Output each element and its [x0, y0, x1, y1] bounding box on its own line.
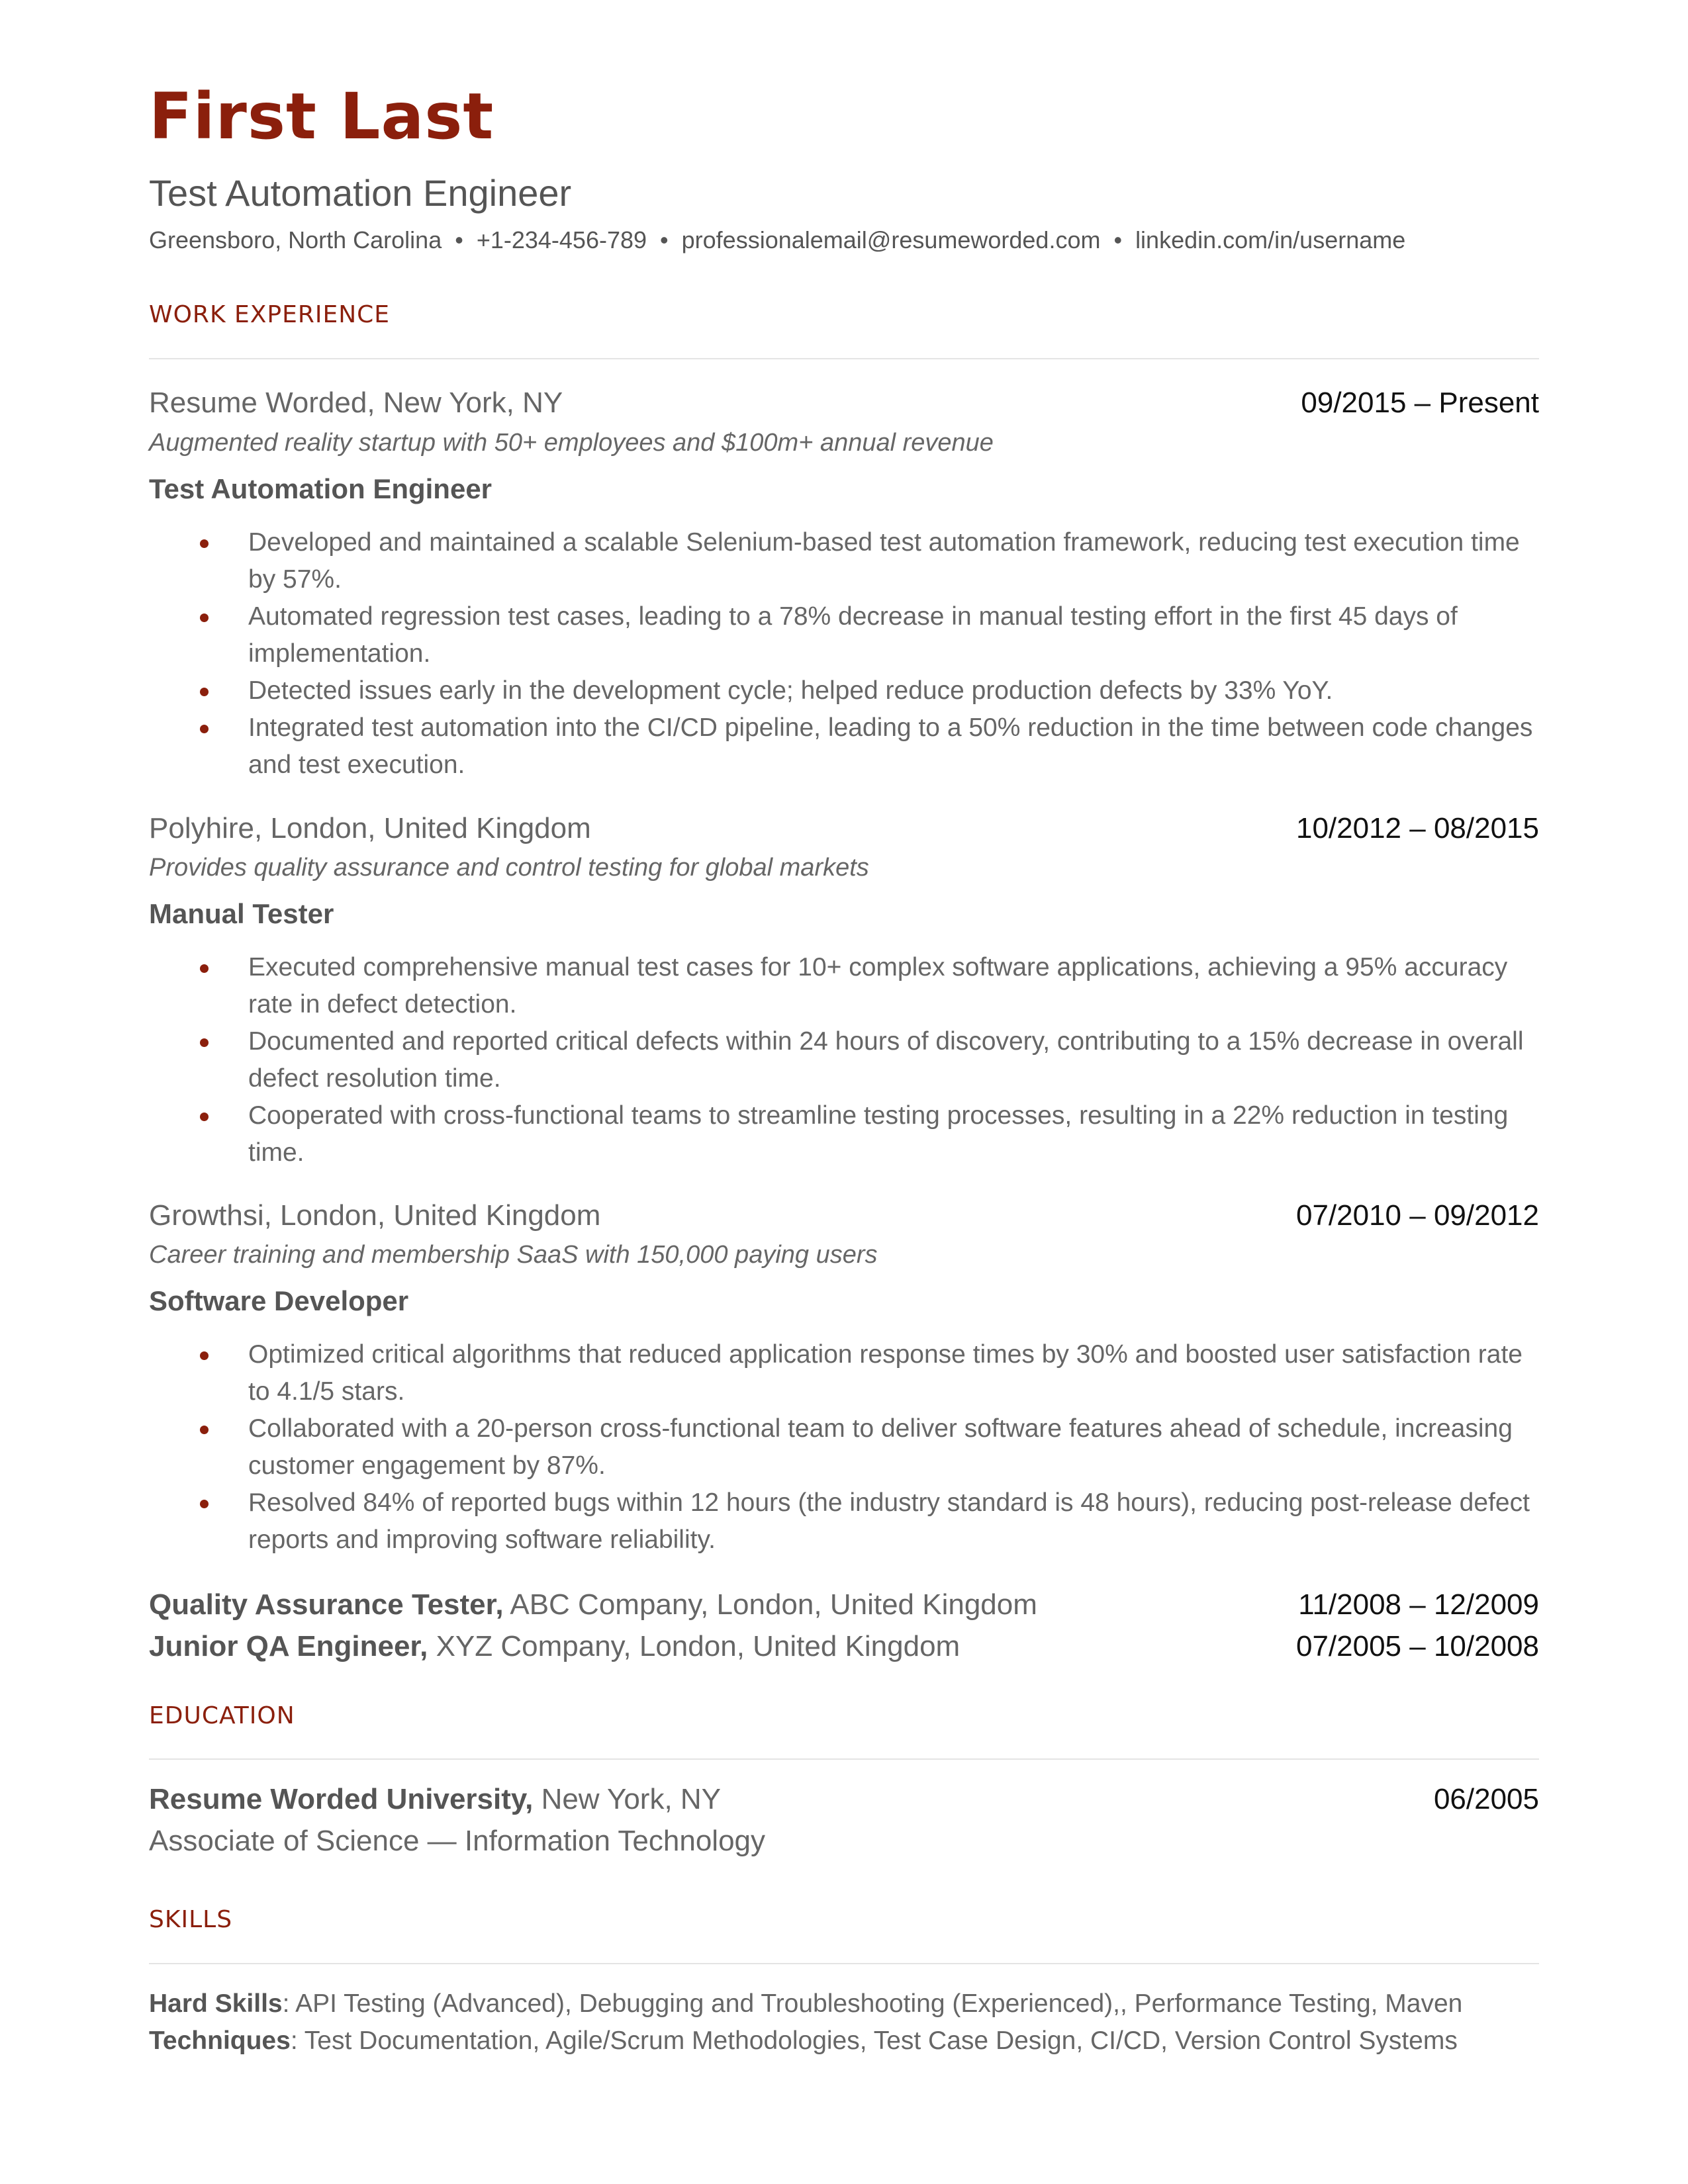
job-role: Manual Tester — [149, 898, 334, 929]
bullet-text: Automated regression test cases, leading to a 78% decrease in manual testing effort in the first 45 days of implementation. — [248, 602, 1458, 668]
bullet-dot — [200, 1500, 209, 1508]
section-heading-education: EDUCATION — [149, 1702, 295, 1729]
skills-hard-row — [149, 1991, 1462, 2017]
bullet-dot — [200, 688, 209, 696]
education-school-row — [149, 1785, 721, 1814]
contact-linkedin[interactable]: linkedin.com/in/username — [1135, 226, 1406, 253]
job-dates: 10/2012 – 08/2015 — [1295, 812, 1539, 844]
contact-email[interactable]: professionalemail@resumeworded.com — [681, 226, 1101, 253]
bullet-text: Integrated test automation into the CI/CD pipeline, leading to a 50% reduction in the time between code changes and test execution. — [248, 713, 1533, 779]
bullet-item — [149, 598, 1539, 672]
contact-line — [149, 228, 1405, 252]
bullet-item — [149, 1410, 1539, 1484]
bullet-dot — [200, 1038, 209, 1047]
bullet-item — [149, 1484, 1539, 1559]
job-description: Augmented reality startup with 50+ employees and $100m+ annual revenue — [149, 429, 994, 457]
bullet-text: Developed and maintained a scalable Selenium-based test automation framework, reducing test execution time by 57%. — [248, 528, 1520, 594]
contact-separator: • — [455, 226, 463, 253]
education-degree: Associate of Science — Information Technology — [149, 1825, 766, 1857]
short-job-row — [149, 1590, 1037, 1619]
job-bullets — [149, 524, 1539, 784]
job-dates: 07/2010 – 09/2012 — [1295, 1199, 1539, 1232]
bullet-item — [149, 1023, 1539, 1097]
bullet-item — [149, 1336, 1539, 1410]
job-dates: 07/2005 – 10/2008 — [1295, 1630, 1539, 1662]
bullet-text: Executed comprehensive manual test cases for 10+ complex software applications, achieving a 95% accuracy rate in defect detection. — [248, 953, 1508, 1019]
section-divider — [149, 358, 1539, 359]
education-location: New York, NY — [541, 1783, 722, 1815]
bullet-item — [149, 524, 1539, 598]
bullet-dot — [200, 1351, 209, 1360]
candidate-title: Test Automation Engineer — [149, 172, 572, 214]
bullet-text: Documented and reported critical defects within 24 hours of discovery, contributing to a 15% decrease in overall defect resolution time. — [248, 1027, 1524, 1093]
bullet-dot — [200, 539, 209, 548]
skills-techniques-label: Techniques — [149, 2026, 291, 2055]
contact-location: Greensboro, North Carolina — [149, 226, 442, 253]
skills-hard-value: : API Testing (Advanced), Debugging and Troubleshooting (Experienced),, Performance Testing, Maven — [282, 1989, 1463, 2018]
skills-hard-label: Hard Skills — [149, 1989, 283, 2018]
section-heading-work: WORK EXPERIENCE — [149, 301, 391, 328]
bullet-text: Optimized critical algorithms that reduced application response times by 30% and boosted user satisfaction rate to 4.1/5 stars. — [248, 1340, 1523, 1406]
job-description: Career training and membership SaaS with 150,000 paying users — [149, 1241, 878, 1269]
short-job-row — [149, 1632, 960, 1661]
skills-techniques-row — [149, 2028, 1458, 2054]
job-company: Resume Worded, New York, NY — [149, 387, 563, 419]
bullet-dot — [200, 1113, 209, 1121]
bullet-dot — [200, 964, 209, 973]
bullet-item — [149, 709, 1539, 784]
job-role: Software Developer — [149, 1285, 409, 1316]
bullet-text: Detected issues early in the development cycle; helped reduce production defects by 33% YoY. — [248, 676, 1333, 705]
bullet-item — [149, 1097, 1539, 1171]
job-role: Test Automation Engineer — [149, 473, 492, 504]
section-divider — [149, 1758, 1539, 1760]
education-school: Resume Worded University, — [149, 1783, 534, 1815]
job-description: Provides quality assurance and control testing for global markets — [149, 854, 869, 882]
contact-phone: +1-234-456-789 — [476, 226, 647, 253]
contact-separator: • — [660, 226, 669, 253]
candidate-name: First Last — [149, 79, 494, 154]
section-divider — [149, 1963, 1539, 1964]
job-bullets — [149, 949, 1539, 1171]
short-job-company: ABC Company, London, United Kingdom — [510, 1588, 1037, 1621]
bullet-text: Resolved 84% of reported bugs within 12 hours (the industry standard is 48 hours), reducing post-release defect reports and improving software reliability. — [248, 1488, 1530, 1554]
bullet-dot — [200, 725, 209, 733]
education-date: 06/2005 — [1433, 1783, 1539, 1815]
skills-techniques-value: : Test Documentation, Agile/Scrum Methodologies, Test Case Design, CI/CD, Version Control Systems — [290, 2026, 1458, 2055]
bullet-item — [149, 672, 1539, 709]
short-job-role: Junior QA Engineer, — [149, 1630, 428, 1662]
job-dates: 09/2015 – Present — [1301, 387, 1539, 419]
short-job-company: XYZ Company, London, United Kingdom — [436, 1630, 961, 1662]
bullet-dot — [200, 614, 209, 622]
short-job-role: Quality Assurance Tester, — [149, 1588, 504, 1621]
job-company: Growthsi, London, United Kingdom — [149, 1199, 601, 1232]
contact-separator: • — [1113, 226, 1123, 253]
bullet-text: Cooperated with cross-functional teams to streamline testing processes, resulting in a 22% reduction in testing time. — [248, 1101, 1509, 1167]
job-company: Polyhire, London, United Kingdom — [149, 812, 591, 844]
section-heading-skills: SKILLS — [149, 1906, 233, 1933]
job-bullets — [149, 1336, 1539, 1559]
bullet-text: Collaborated with a 20-person cross-functional team to deliver software features ahead of schedule, increasing customer engagement by 87%. — [248, 1414, 1513, 1480]
bullet-item — [149, 949, 1539, 1023]
job-dates: 11/2008 – 12/2009 — [1298, 1588, 1539, 1621]
bullet-dot — [200, 1426, 209, 1434]
